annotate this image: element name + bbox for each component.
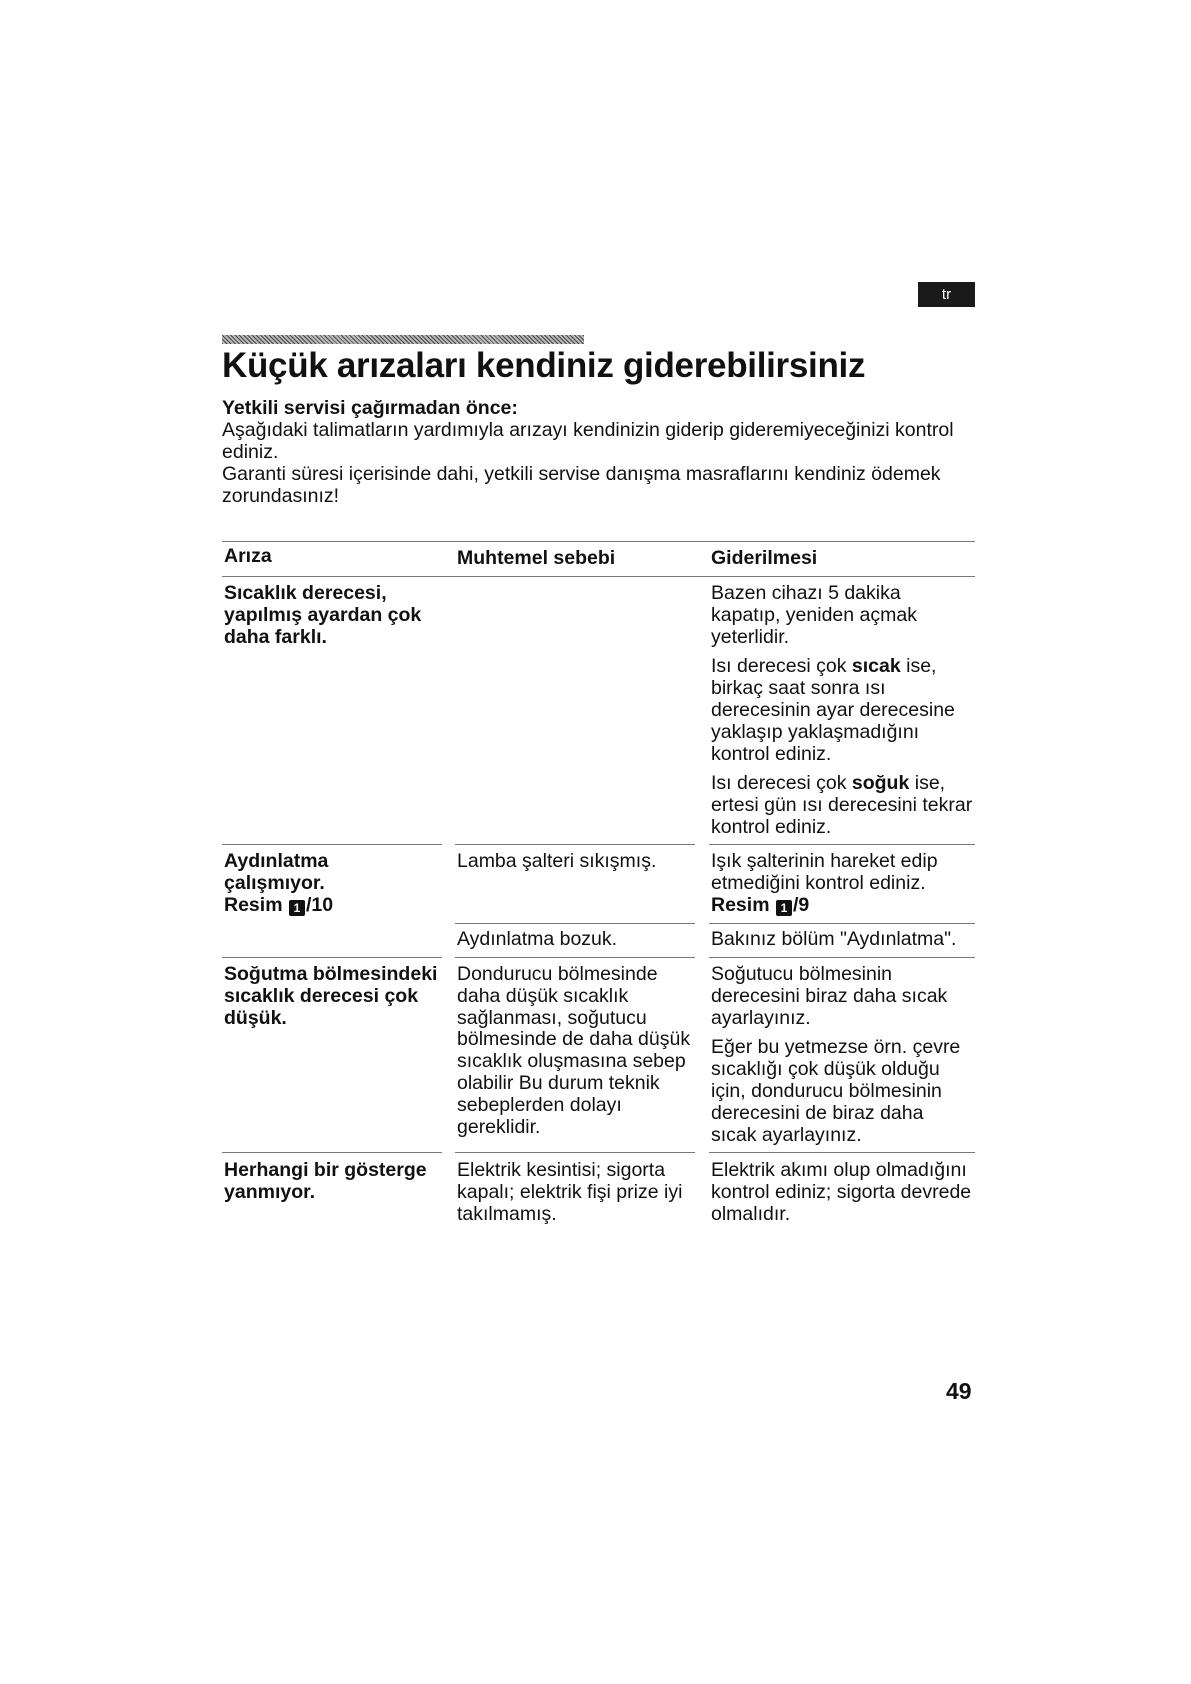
row1-remedy-3-post: ise, ertesi gün ısı derecesini tekrar kontrol ediniz. [711,772,973,838]
row2-remedy [711,851,973,916]
row-divider-remedy-3 [709,957,975,958]
row5-remedy: Elektrik akımı olup olmadığını kontrol ediniz; sigorta devrede olmalıdır. [711,1159,972,1225]
language-badge: tr [918,282,975,307]
header-remedy: Giderilmesi [711,547,818,569]
row5-cause: Elektrik kesintisi; sigorta kapalı; elektrik fişi prize iyi takılmamış. [457,1159,683,1225]
row1-remedy-3-emphasis: soğuk [851,772,910,795]
header-fault: Arıza [224,545,272,567]
row1-remedy-1: Bazen cihazı 5 dakika kapatıp, yeniden açmak yeterlidir. [711,582,917,648]
row1-remedy-2-emphasis: sıcak [851,655,901,678]
row-divider-remedy-1 [709,844,975,845]
row2-fault-text: Aydınlatma çalışmıyor. [224,850,329,894]
row4-remedy-2: Eğer bu yetmezse örn. çevre sıcaklığı çok düşük olduğu için, dondurucu bölmesinin derecesini de biraz daha sıcak ayarlayınız. [711,1036,961,1146]
figure-1-icon: 1 [776,900,792,916]
row-divider-cause-2 [455,923,695,924]
intro-subheading: Yetkili servisi çağırmadan önce: [222,397,518,419]
title-decoration-bar [222,335,584,344]
row4-remedy [711,964,973,1146]
row-divider-remedy-4 [709,1152,975,1153]
intro-paragraph-2: Garanti süresi içerisinde dahi, yetkili servise danışma masraflarını kendiniz ödemek zorundasınız! [222,463,941,507]
row-divider-cause-3 [455,957,695,958]
row2-cause: Lamba şalteri sıkışmış. [457,850,657,872]
row1-remedy-3-pre: Isı derecesi çok [711,772,852,795]
row4-fault: Soğutma bölmesindeki sıcaklık derecesi çok düşük. [224,963,438,1029]
row-divider-remedy-2 [709,923,975,924]
row1-remedy-2 [711,656,973,765]
row2-remedy-ref-label: Resim [711,893,770,916]
row1-fault: Sıcaklık derecesi, yapılmış ayardan çok daha farklı. [224,582,422,648]
row2-remedy-ref-num: /9 [792,893,810,916]
row2-fault-ref-label: Resim [224,893,283,916]
row1-remedy-3 [711,773,973,838]
row-divider-fault-1 [222,844,442,845]
row3-remedy: Bakınız bölüm "Aydınlatma". [711,928,957,950]
table-top-rule [222,541,975,542]
row-divider-cause-1 [455,844,695,845]
header-cause: Muhtemel sebebi [457,547,616,569]
row5-fault: Herhangi bir gösterge yanmıyor. [224,1159,427,1203]
row2-fault-ref-num: /10 [305,893,334,916]
row-divider-cause-4 [455,1152,695,1153]
page-title: Küçük arızaları kendiniz giderebilirsiniz [222,346,866,385]
row1-remedy-2-post: ise, birkaç saat sonra ısı derecesinin ayar derecesine yaklaşıp yaklaşmadığını kontrol ediniz. [711,655,955,765]
row4-cause: Dondurucu bölmesinde daha düşük sıcaklık sağlanması, soğutucu bölmesinde de daha düşük sıcaklık oluşmasına sebep olabilir Bu durum teknik sebeplerden dolayı gereklidir. [457,963,691,1138]
figure-1-icon: 1 [289,900,305,916]
intro-section [222,397,982,507]
row-divider-fault-4 [222,1152,442,1153]
row2-remedy-text: Işık şalterinin hareket edip etmediğini kontrol ediniz. [711,850,938,894]
row-divider-fault-3 [222,957,442,958]
page-number: 49 [946,1378,972,1404]
header-bottom-rule [222,576,975,577]
row4-remedy-1: Soğutucu bölmesinin derecesini biraz daha sıcak ayarlayınız. [711,963,948,1029]
row2-fault [224,851,434,916]
row1-remedy [711,583,973,839]
row1-remedy-2-pre: Isı derecesi çok [711,655,852,678]
intro-paragraph-1: Aşağıdaki talimatların yardımıyla arızayı kendinizin giderip gideremiyeceğinizi kontrol ediniz. [222,419,954,463]
row3-cause: Aydınlatma bozuk. [457,928,618,950]
